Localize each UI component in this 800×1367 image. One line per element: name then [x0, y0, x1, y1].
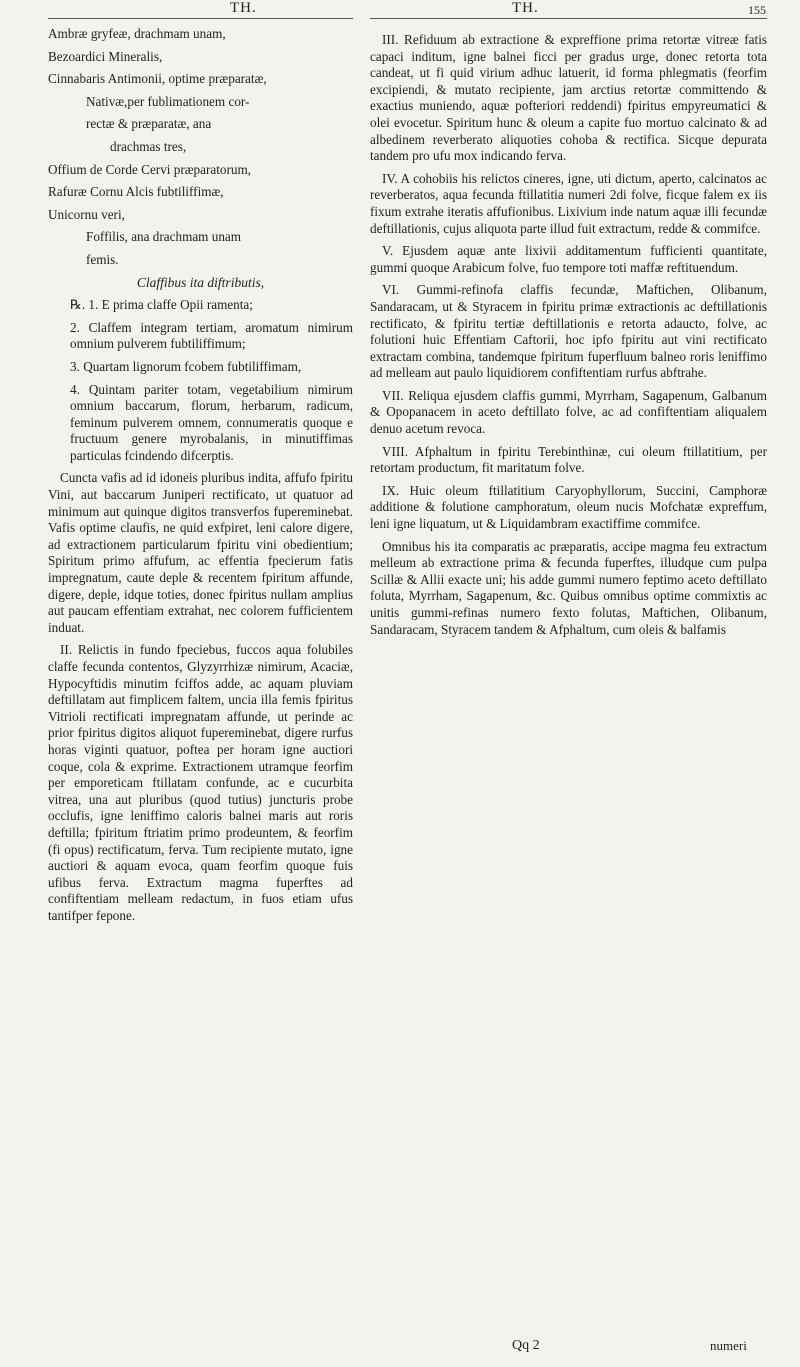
- recipe-step: ℞. 1. E prima claffe Opii ramenta;: [70, 297, 253, 313]
- header-rule-right: [370, 18, 767, 19]
- header-rule-left: [48, 18, 353, 19]
- section-subheading: Claffibus ita diftributis,: [136, 274, 265, 290]
- paragraph: VIII. Afphaltum in fpiritu Terebinthinæ, cui oleum ftillatitium, per retortam productum, fit maritatum folve.: [370, 443, 767, 476]
- ingredient-line: Bezoardici Mineralis,: [48, 48, 163, 64]
- paragraph: VI. Gummi-refinofa claffis fecundæ, Maftichen, Olibanum, Sandaracam, ut & Styracem in fpiritu primæ extractionis ac deftillationis rectificato, & fpiritu tertiæ deftillationis e retorta adaucto, folve, ac folutioni huic Effentiam Caftorii, hoc ipfo fpiritu aut vini rectificato extractam combina, tandemque fpiritum fuperfluum balneo roris leniffimo ad melleam aut paulo liquidiorem confiftentiam rurfus abftrahe.: [370, 282, 767, 381]
- paragraph: III. Refiduum ab extractione & expreffione prima retortæ vitreæ fatis capaci inditum, igne balnei ficci per gradus urge, donec retorta tota candeat, ut fi quid virium adhuc latuerit, id forma phlegmatis (feorfim excipiendi, & mutato recipiente, jam arctius retortæ committendo & exactius muniendo, aquæ pofteriori reddendi) fpiritus empyreumatici & olei evocetur. Spiritum hunc & oleum a capite fuo mortuo calcinato & ad albedinem reverberato aliquoties cohoba & rectifica. Sicque depurata tandem pro ufu mox indicando ferva.: [370, 32, 767, 164]
- left-column: [48, 26, 353, 931]
- ingredient-line: Offium de Corde Cervi præparatorum,: [48, 161, 252, 177]
- running-head-left: TH.: [230, 0, 257, 16]
- running-head-right: TH.: [512, 0, 539, 16]
- recipe-step: 4. Quintam pariter totam, vegetabilium nimirum omnium baccarum, florum, herbarum, radicum, feminum pulverem omnem, connumeratis quoque e fructuum genere myrobalanis, in minutiffimas particulas fcindendo difcerptis.: [70, 381, 353, 463]
- paragraph: VII. Reliqua ejusdem claffis gummi, Myrrham, Sagapenum, Galbanum & Opopanacem in aceto deftillato folve, ac ad confiftentiam aliqualem denuo acetum revoca.: [370, 387, 767, 437]
- paragraph: Cuncta vafis ad id idoneis pluribus indita, affufo fpiritu Vini, aut baccarum Juniperi rectificato, ut quatuor ad minimum aut quinque digitos transverfos fupereminebat. Vafis optime claufis, ne quid exfpiret, leni calore digere, ad extractionem particularum fpiritu vini obedientium; Spiritum primo affufum, ac effentia fpecierum fatis impregnatum, caute deple & recentem fpiritum affunde, digere, deple, idque toties, donec fpiritus nullam amplius aut paucam effentiam extrahat, nec colorem fufficientem induat.: [48, 470, 353, 635]
- recipe-step: 2. Claffem integram tertiam, aromatum nimirum omnium pulverem fubtiliffimum;: [70, 319, 353, 352]
- ingredient-line: drachmas tres,: [110, 138, 187, 154]
- ingredient-line: femis.: [86, 251, 119, 267]
- catchword: numeri: [710, 1338, 747, 1353]
- paragraph: IV. A cohobiis his relictos cineres, igne, uti dictum, aperto, calcinatos ac reverberatos, aqua fecunda ftillatitia numeri 2di folve, ficque falem ex iis fixum extrahe iteratis affufionibus. Lixivium inde natum aquæ illi fecundæ deftillationis, cujus aliquota parte illud fuit extractum, redde & commifce.: [370, 170, 767, 236]
- page-number: 155: [748, 3, 766, 17]
- ingredient-line: rectæ & præparatæ, ana: [86, 116, 212, 132]
- paragraph: IX. Huic oleum ftillatitium Caryophyllorum, Succini, Camphoræ additione & folutione camphoratum, oleum nucis Mofchatæ expreffum, leni igne liquatum, ut & Liquidambram exactiffime commifce.: [370, 482, 767, 532]
- paragraph: V. Ejusdem aquæ ante lixivii additamentum fufficienti quantitate, gummi quoque Arabicum folve, fuo tempore toti maffæ reftituendum.: [370, 243, 767, 275]
- ingredient-line: Cinnabaris Antimonii, optime præparatæ,: [48, 71, 267, 87]
- right-column: [370, 26, 767, 644]
- paragraph: II. Relictis in fundo fpeciebus, fuccos aqua folubiles claffe fecunda contentos, Glyzyrrhizæ nimirum, Acaciæ, Hypocyftidis minutim fciffos adde, ac aquam pluviam deftillatam aut fimplicem faltem, uncia illa femis fpiritus Vitrioli rectificati impregnatam affunde, ut perinde ac prior fpiritus digitos aliquot fupereminebat, digere rurfus horas viginti quatuor, poftea per horam igne auctiori coque, cola & exprime. Extractionem utramque feorfim per emporeticam ftillatam confunde, ac e cucurbita vitrea, una aut pluribus (quod tutius) juncturis probe occlufis, igne leniffimo caloris balnei maris aut roris deftilla; fpiritum ftriatim primo prodeuntem, & feorfim (fi opus) rectificatum, ferva. Tum recipiente mutato, igne auctiori & aquam evoca, quam feorfim quoque fuis ufibus ferva. Extractum magma fuperftes ad confiftentiam melleam redactum, in fuos etiam ufus tantifper fepone.: [48, 642, 353, 923]
- signature-mark: Qq 2: [512, 1338, 540, 1353]
- ingredient-line: Nativæ,per fublimationem cor-: [86, 93, 250, 109]
- ingredient-line: Unicornu veri,: [48, 206, 125, 222]
- ingredient-line: Ambræ gryfeæ, drachmam unam,: [48, 26, 226, 41]
- paragraph: Omnibus his ita comparatis ac præparatis, accipe magma feu extractum melleum ab extractione prima & fecunda fuperftes, illudque cum pulpa Scillæ & Allii exacte uni; his adde gummi numero feptimo aceto deftillato foluta, Myrrham, Sagapenum, &c. Quibus omnibus optime commixtis ac unitis gummi-refinas numero fexto folutas, Maftichen, Olibanum, Sandaracam, Styracem tandem & Afphaltum, cum oleis & balfamis: [370, 538, 767, 637]
- ingredient-line: Foffilis, ana drachmam unam: [86, 229, 242, 245]
- recipe-step: 3. Quartam lignorum fcobem fubtiliffimam,: [70, 358, 302, 374]
- ingredient-line: Rafuræ Cornu Alcis fubtiliffimæ,: [48, 184, 224, 200]
